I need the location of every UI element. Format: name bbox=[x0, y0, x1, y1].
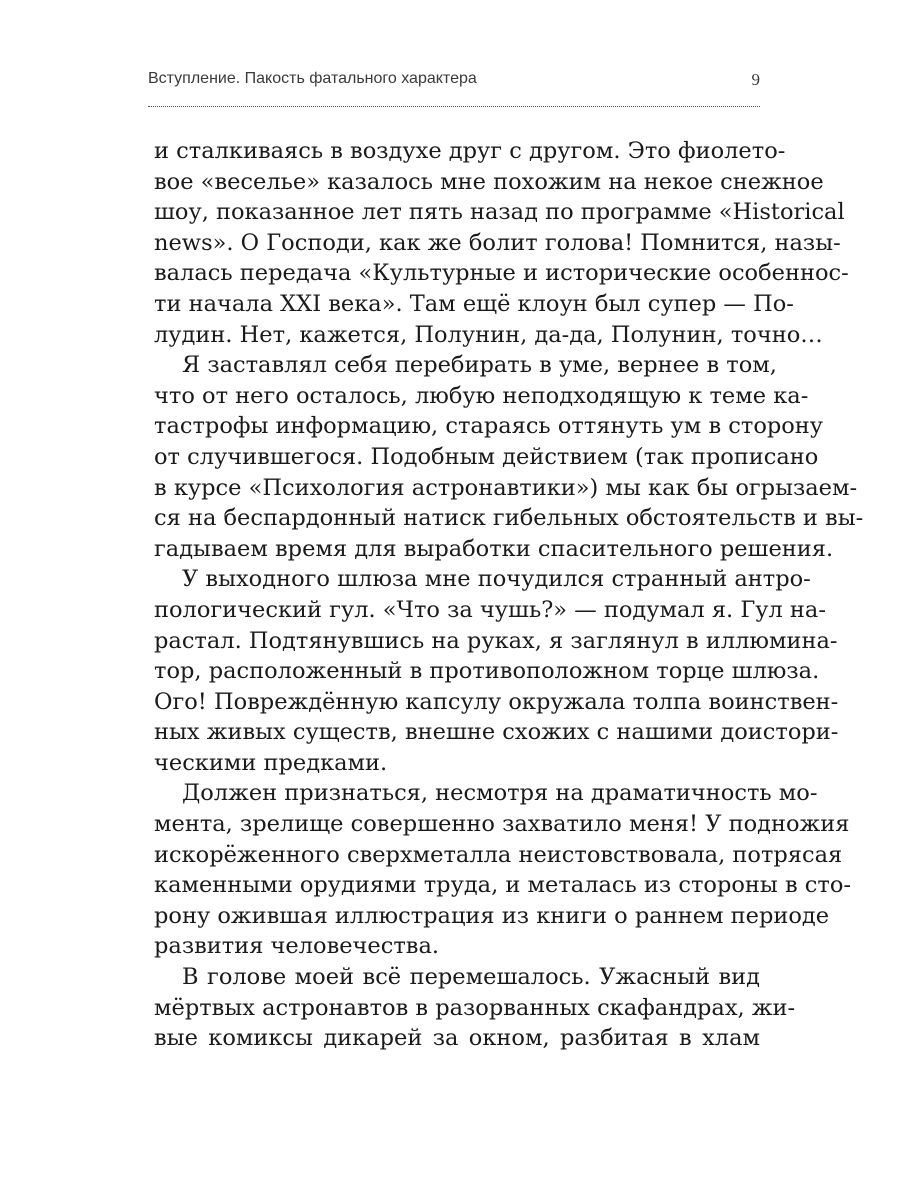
text-line: рону ожившая иллюстрация из книги о раннем периоде bbox=[154, 902, 830, 929]
text-line: гадываем время для выработки спасительного решения. bbox=[154, 535, 834, 562]
text-line: В голове моей всё перемешалось. Ужасный вид bbox=[182, 964, 760, 991]
text-line: мента, зрелище совершенно захватило меня! У подножия bbox=[154, 811, 850, 838]
text-line: валась передача «Культурные и исторические особеннос- bbox=[154, 260, 849, 287]
text-line: вые комиксы дикарей за окном, разбитая в хлам bbox=[154, 1025, 760, 1052]
paragraph bbox=[154, 350, 864, 564]
text-line: вое «веселье» казалось мне похожим на некое снежное bbox=[154, 168, 824, 195]
text-line: news». О Господи, как же болит голова! Помнится, назы- bbox=[154, 229, 841, 256]
text-line: тор, расположенный в противоположном торце шлюза. bbox=[154, 658, 820, 685]
text-line: ческими предками. bbox=[154, 749, 388, 776]
running-head bbox=[148, 70, 760, 94]
text-line: мёртвых астронавтов в разорванных скафандрах, жи- bbox=[154, 994, 796, 1021]
text-line: развития человечества. bbox=[154, 933, 440, 960]
text-line: тастрофы информацию, стараясь оттянуть ум в сторону bbox=[154, 413, 824, 440]
paragraph bbox=[154, 564, 839, 778]
text-line: Ого! Повреждённую капсулу окружала толпа воинствен- bbox=[154, 688, 839, 715]
text-line: ся на беспардонный натиск гибельных обстоятельств и вы- bbox=[154, 505, 864, 532]
text-line: У выходного шлюза мне почудился странный антро- bbox=[182, 566, 811, 593]
text-line: Должен признаться, несмотря на драматичность мо- bbox=[182, 780, 818, 807]
text-line: Я заставлял себя перебирать в уме, вернее в том, bbox=[182, 352, 777, 379]
text-line: ти начала XXI века». Там ещё клоун был супер — По- bbox=[154, 290, 794, 317]
paragraph bbox=[154, 778, 851, 962]
text-line: шоу, показанное лет пять назад по программе «Historical bbox=[154, 199, 845, 226]
text-line: искорёженного сверхметалла неистовствовала, потрясая bbox=[154, 841, 843, 868]
paragraph bbox=[154, 136, 849, 350]
text-line: растал. Подтянувшись на руках, я заглянул в иллюмина- bbox=[154, 627, 838, 654]
text-line: в курсе «Психология астронавтики») мы как бы огрызаем- bbox=[154, 474, 858, 501]
chapter-title: Вступление. Пакость фатального характера bbox=[148, 70, 477, 87]
body-text bbox=[154, 136, 864, 1054]
paragraph bbox=[154, 962, 796, 1054]
header-divider bbox=[148, 106, 760, 107]
text-line: от случившегося. Подобным действием (так прописано bbox=[154, 443, 819, 470]
page-number: 9 bbox=[751, 70, 760, 89]
text-line: лудин. Нет, кажется, Полунин, да-да, Полунин, точно… bbox=[154, 321, 823, 348]
text-line: пологический гул. «Что за чушь?» — подумал я. Гул на- bbox=[154, 596, 826, 623]
text-line: что от него осталось, любую неподходящую к теме ка- bbox=[154, 382, 809, 409]
text-line: ных живых существ, внешне схожих с нашими доистори- bbox=[154, 719, 839, 746]
text-line: каменными орудиями труда, и металась из стороны в сто- bbox=[154, 872, 851, 899]
text-line: и сталкиваясь в воздухе друг с другом. Это фиолето- bbox=[154, 138, 786, 164]
